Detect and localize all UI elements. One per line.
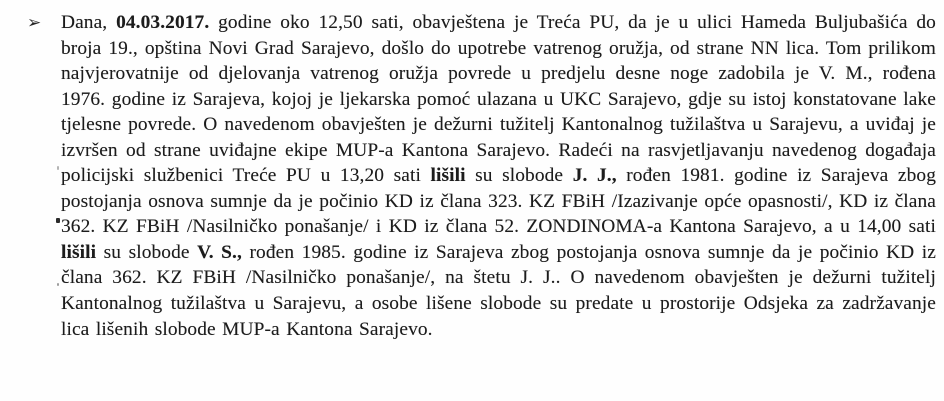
text-run: su slobode: [96, 241, 198, 263]
bold-text-run: 04.03.2017.: [116, 12, 210, 33]
bold-text-run: V. S.,: [197, 241, 242, 263]
text-run: rođen 1981. godine iz Sarajeva zbog postojanja osnova sumnje da je počinio KD iz člana 323. KZ FBiH /Izazivanje opće opasnosti/, KD iz člana 362. KZ FBiH /Nasilničko ponašanje/ i KD iz člana 52. ZONDINOMA-a Kantona Sarajevo, a u 14,00 sati: [61, 165, 937, 238]
text-run: su slobode: [465, 165, 573, 187]
text-run: godine oko 12,50 sati, obavještena je Treća PU, da je u ulici Hameda Buljubašića do broja 19., opština Novi Grad Sarajevo, došlo do upotrebe vatrenog oružja, od strane NN lica. Tom prilikom najvjerovatnije od djelovanja vatrenog oružja povrede u predjelu desne noge zadobila je V. M., rođena 1976. godine iz Sarajeva, kojoj je ljekarska pomoć ulazana u UKC Sarajevo, gdje su istoj konstatovane lake tjelesne povrede. O navedenom obavješten je dežurni tužitelj Kantonalnog tužilaštva u Sarajevu, a uviđaj je izvršen od strane uviđajne ekipe MUP-a Kantona Sarajevo. Radeći na rasvjetljavanju navedenog događaja policijski službenici Treće PU u 13,20 sati: [61, 12, 936, 187]
bold-text-run: lišili: [430, 165, 466, 187]
arrow-bullet-icon: ➢: [27, 13, 42, 32]
text-run: rođen 1985. godine iz Sarajeva zbog postojanja osnova sumnje da je počinio KD iz člana 362. KZ FBiH /Nasilničko ponašanje/, na štetu J. J.. O navedenom obavješten je dežurni tužitelj Kantonalnog tužilaštva u Sarajevu, a osobe lišene slobode su predate u prostorije Odsjeka za zadržavanje lica lišenih slobode MUP-a Kantona Sarajevo.: [61, 241, 936, 340]
scan-artifact: [57, 166, 59, 170]
bold-text-run: lišili: [61, 241, 97, 263]
scan-artifact: [56, 218, 60, 223]
scan-artifact: [57, 283, 59, 286]
report-paragraph: [61, 10, 936, 342]
bold-text-run: J. J.,: [572, 165, 617, 187]
text-run: Dana,: [61, 12, 117, 33]
